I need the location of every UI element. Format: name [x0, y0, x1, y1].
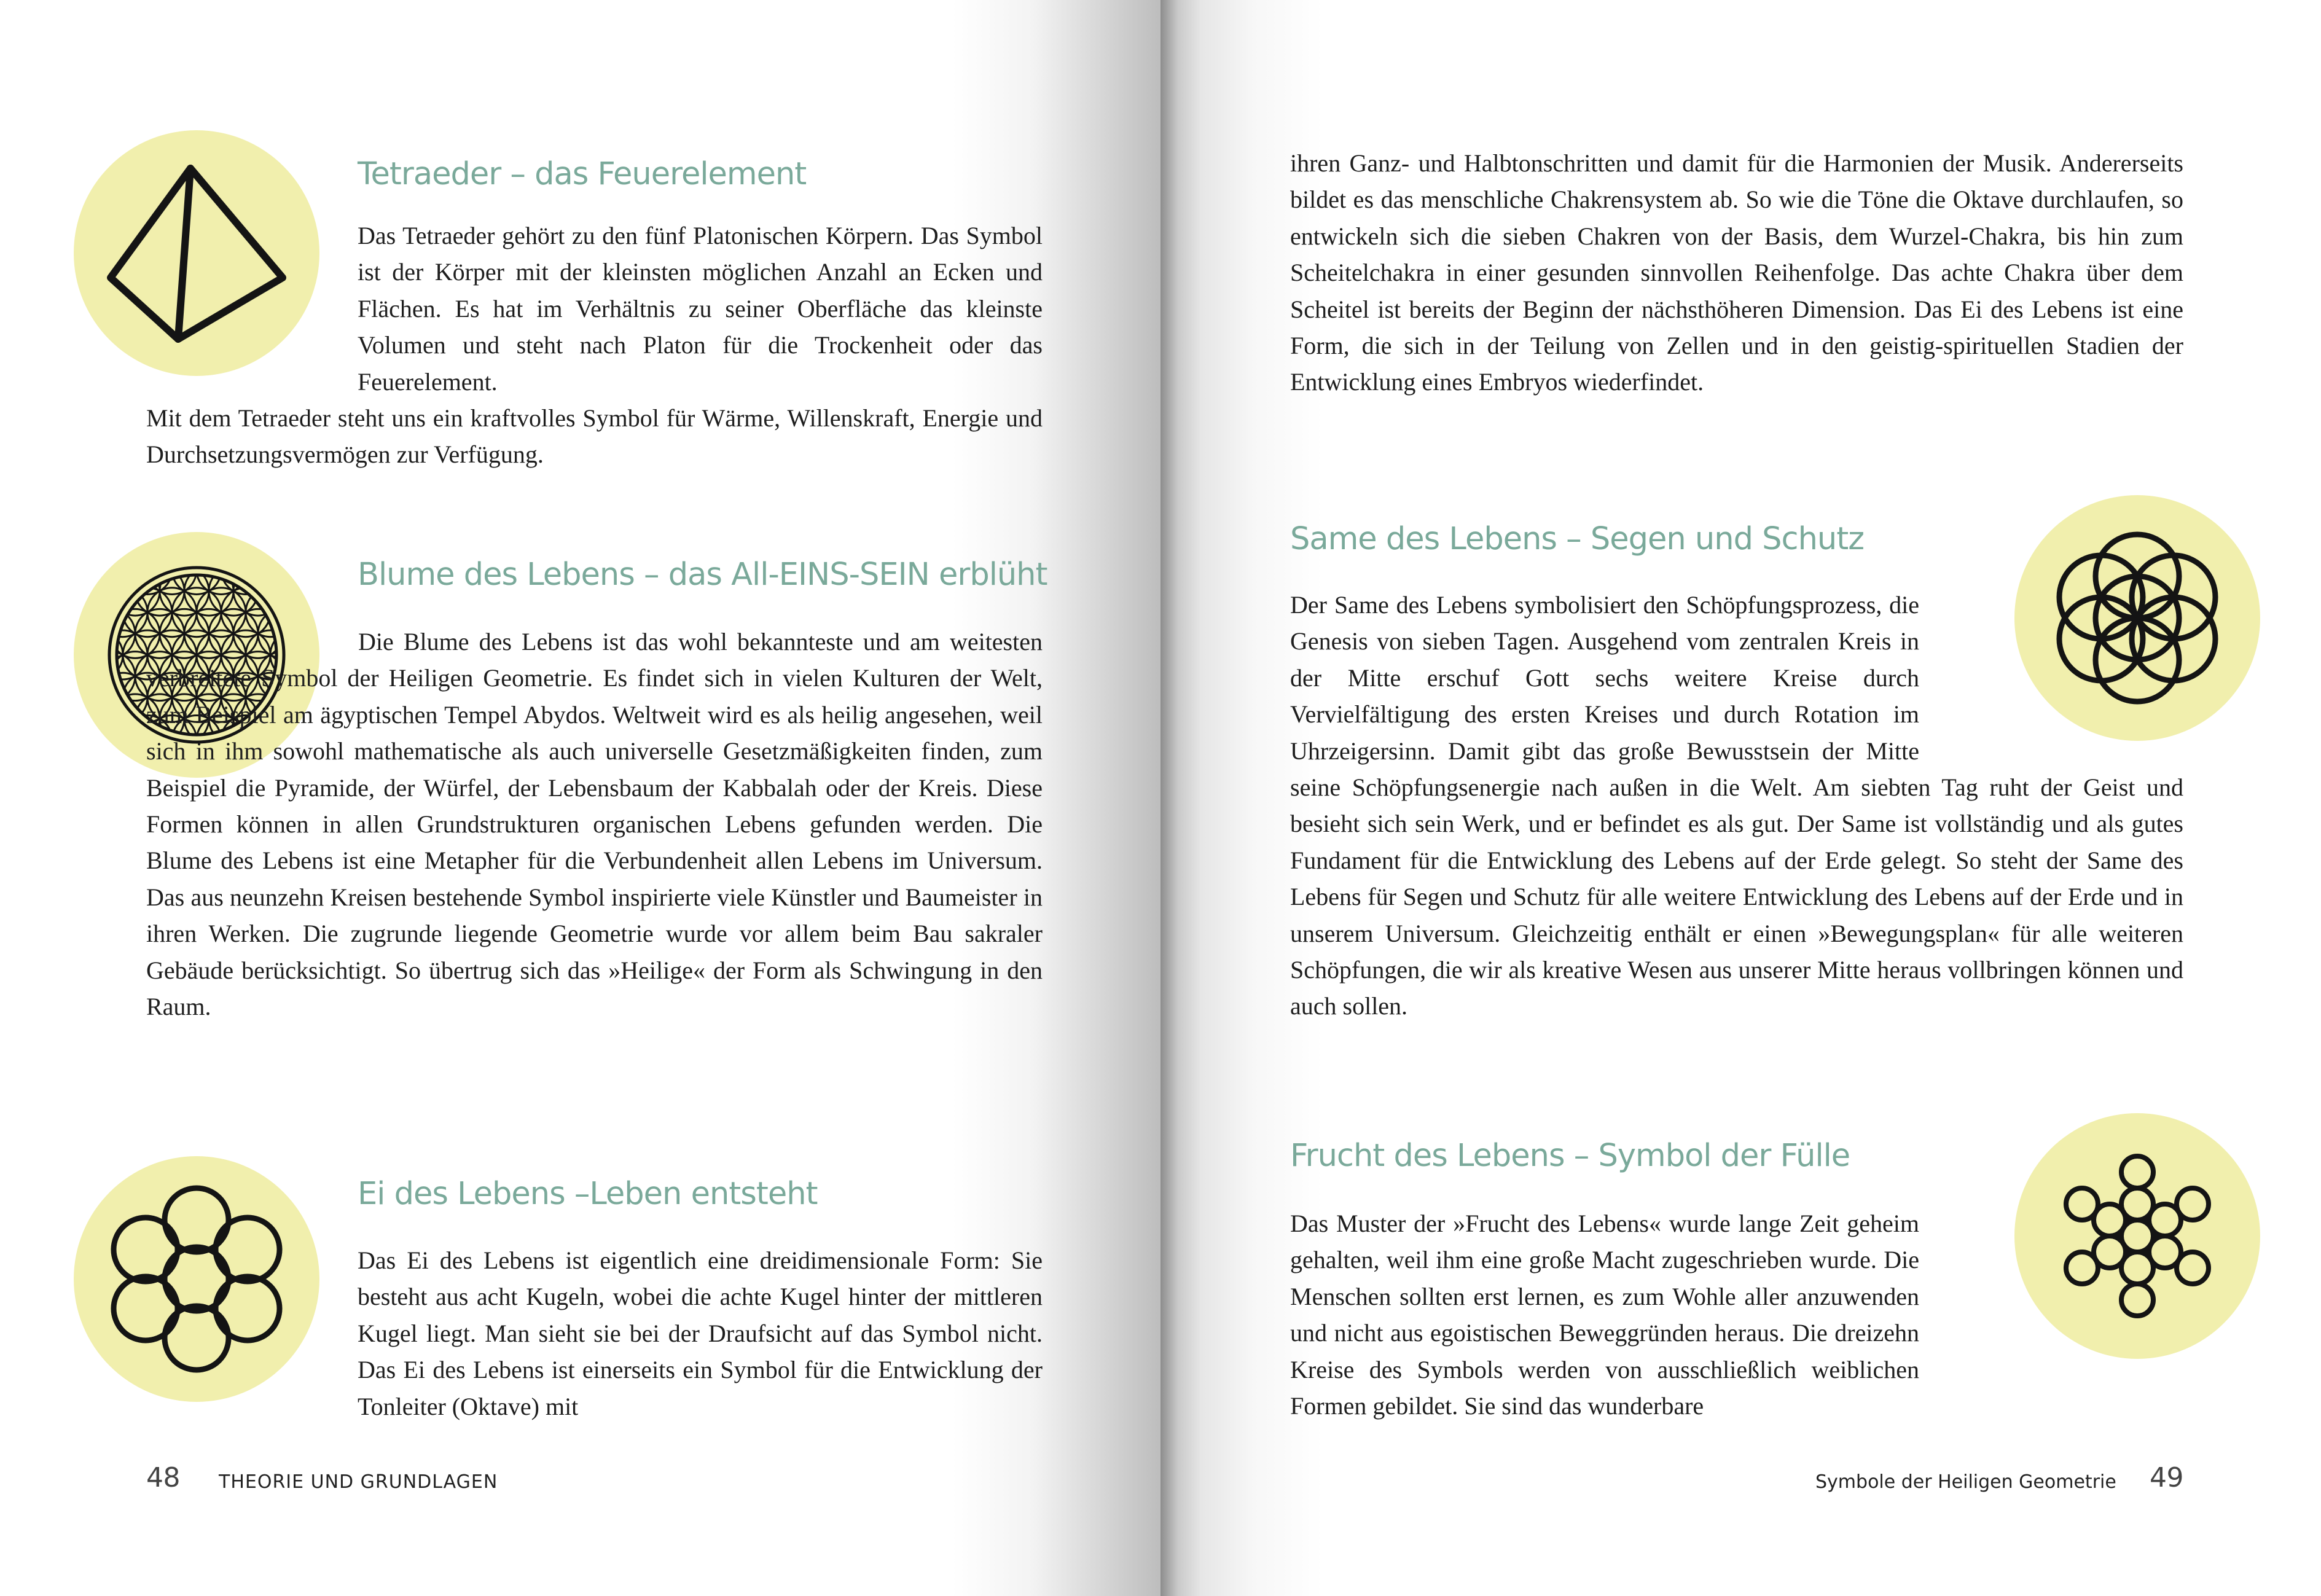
tetrahedron-medallion — [74, 130, 319, 376]
tetrahedron-icon — [74, 130, 319, 376]
flower-of-life-circle — [221, 545, 270, 594]
heading-blume: Blume des Lebens – das All-EINS-SEIN erblüht — [358, 557, 1047, 593]
heading-tetraeder: Tetraeder – das Feuerelement — [358, 156, 807, 192]
indent-spacer — [146, 649, 358, 650]
heading-same: Same des Lebens – Segen und Schutz — [1290, 521, 1864, 557]
body-continuation: ihren Ganz- und Halbtonschritten und damit für die Harmonien der Musik. Andererseits bildet es das menschliche Chakrensystem ab. So wie die Töne die Oktave durchlaufen, so entwickeln sich die sieben Chakren von der Basis, dem Wurzel-Chakra, bis hin zum Scheitelchakra in einer gesunden sinnvollen Reihenfolge. Das achte Chakra über dem Scheitel ist bereits der Beginn der nächsthöheren Dimension. Das Ei des Lebens ist eine Form, die sich in der Teilung von Zellen und in den geistig-spirituellen Stadien der Entwicklung eines Embryos wiederfindet. — [1290, 149, 2183, 396]
egg-of-life-icon — [74, 1156, 319, 1402]
float-spacer-2 — [1919, 1205, 2183, 1383]
body-frucht-text: Das Muster der »Frucht des Lebens« wurde lange Zeit geheim gehalten, weil ihm eine große Macht zugeschrieben wurde. Die Menschen sollten erst lernen, es zum Wohle aller anzuwenden und nicht aus egoistischen Beweggründen heraus. Die dreizehn Kreise des Symbols werden von ausschließlich weiblichen Formen gebildet. Sie sind das wunderbare — [1290, 1210, 1919, 1420]
float-spacer — [1919, 587, 2183, 759]
body-same-text: Der Same des Lebens symbolisiert den Schöpfungsprozess, die Genesis von sieben Tagen. Ausgehend vom zentralen Kreis in der Mitte erschuf Gott sechs weitere Kreise durch Vervielfältigung des ersten Kreises und durch Rotation im Uhrzeigersinn. Damit gibt das große Bewusstsein der Mitte seine Schöpfungsenergie nach außen in die Welt. Am siebten Tag ruht der Geist und besieht sich sein Werk, und er befindet es als gut. Der Same ist vollständig und als gutes Fundament für die Entwicklung des Lebens auf der Erde gelegt. So steht der Same des Lebens für Segen und Schutz für alle weitere Entwicklung des Lebens auf der Erde und in unserem Universum. Gleichzeitig enthält er einen »Bewegungsplan« für alle weiteren Schöpfungen, die wir als kreative Wesen aus unserer Mitte heraus vollbringen können und auch sollen. — [1290, 591, 2183, 1020]
page-number-right: 49 — [2150, 1462, 2183, 1493]
left-page — [0, 0, 1160, 1596]
body-same — [1290, 587, 2183, 1025]
body-blume-text: Die Blume des Lebens ist das wohl bekannteste und am weitesten verbreitete Symbol der Heiligen Geometrie. Es findet sich in vielen Kulturen der Welt, zum Beispiel am ägyptischen Tempel Abydos. Weltweit wird es als heilig angesehen, weil sich in ihm sowohl mathematische als auch universelle Gesetzmäßigkeiten finden, zum Beispiel die Pyramide, der Würfel, der Lebensbaum der Kabbalah oder der Kreis. Diese Formen können in allen Grundstrukturen organischen Lebens gefunden werden. Die Blume des Lebens ist eine Metapher für die Verbundenheit allen Lebens im Universum. Das aus neunzehn Kreisen bestehende Symbol inspirierte viele Künstler und Baumeister in ihren Werken. Die zugrunde liegende Geometrie wurde vor allem beim Bau sakraler Gebäude berücksichtigt. So übertrug sich das »Heilige« der Form als Schwingung in den Raum. — [146, 628, 1043, 1021]
egg-of-life-medallion — [74, 1156, 319, 1402]
body-tetraeder: Das Tetraeder gehört zu den fünf Platonischen Körpern. Das Symbol ist der Körper mit der kleinsten möglichen Anzahl an Ecken und Flächen. Es hat im Verhältnis zu seiner Oberfläche das kleinste Volumen und steht nach Platon für die Trockenheit oder das Feuerelement. — [358, 222, 1043, 396]
running-title-left: THEORIE UND GRUNDLAGEN — [219, 1471, 498, 1493]
page-number-left: 48 — [146, 1462, 180, 1493]
body-blume — [146, 624, 1043, 1025]
right-page — [1160, 0, 2321, 1596]
body-tetraeder-2: Mit dem Tetraeder steht uns ein kraftvolles Symbol für Wärme, Willenskraft, Energie und Durchsetzungsvermögen zur Verfügung. — [146, 404, 1043, 469]
body-ei: Das Ei des Lebens ist eigentlich eine dreidimensionale Form: Sie besteht aus acht Kugeln, wobei die achte Kugel hinter der mittleren Kugel liegt. Man sieht sie bei der Draufsicht auf das Symbol nicht. Das Ei des Lebens ist einerseits ein Symbol für die Entwicklung der Tonleiter (Oktave) mit — [358, 1246, 1043, 1420]
body-frucht — [1290, 1205, 2183, 1424]
flower-of-life-circle — [123, 545, 172, 594]
heading-ei: Ei des Lebens –Leben entsteht — [358, 1176, 818, 1212]
running-title-right: Symbole der Heiligen Geometrie — [1815, 1471, 2116, 1493]
heading-frucht: Frucht des Lebens – Symbol der Fülle — [1290, 1138, 1850, 1174]
